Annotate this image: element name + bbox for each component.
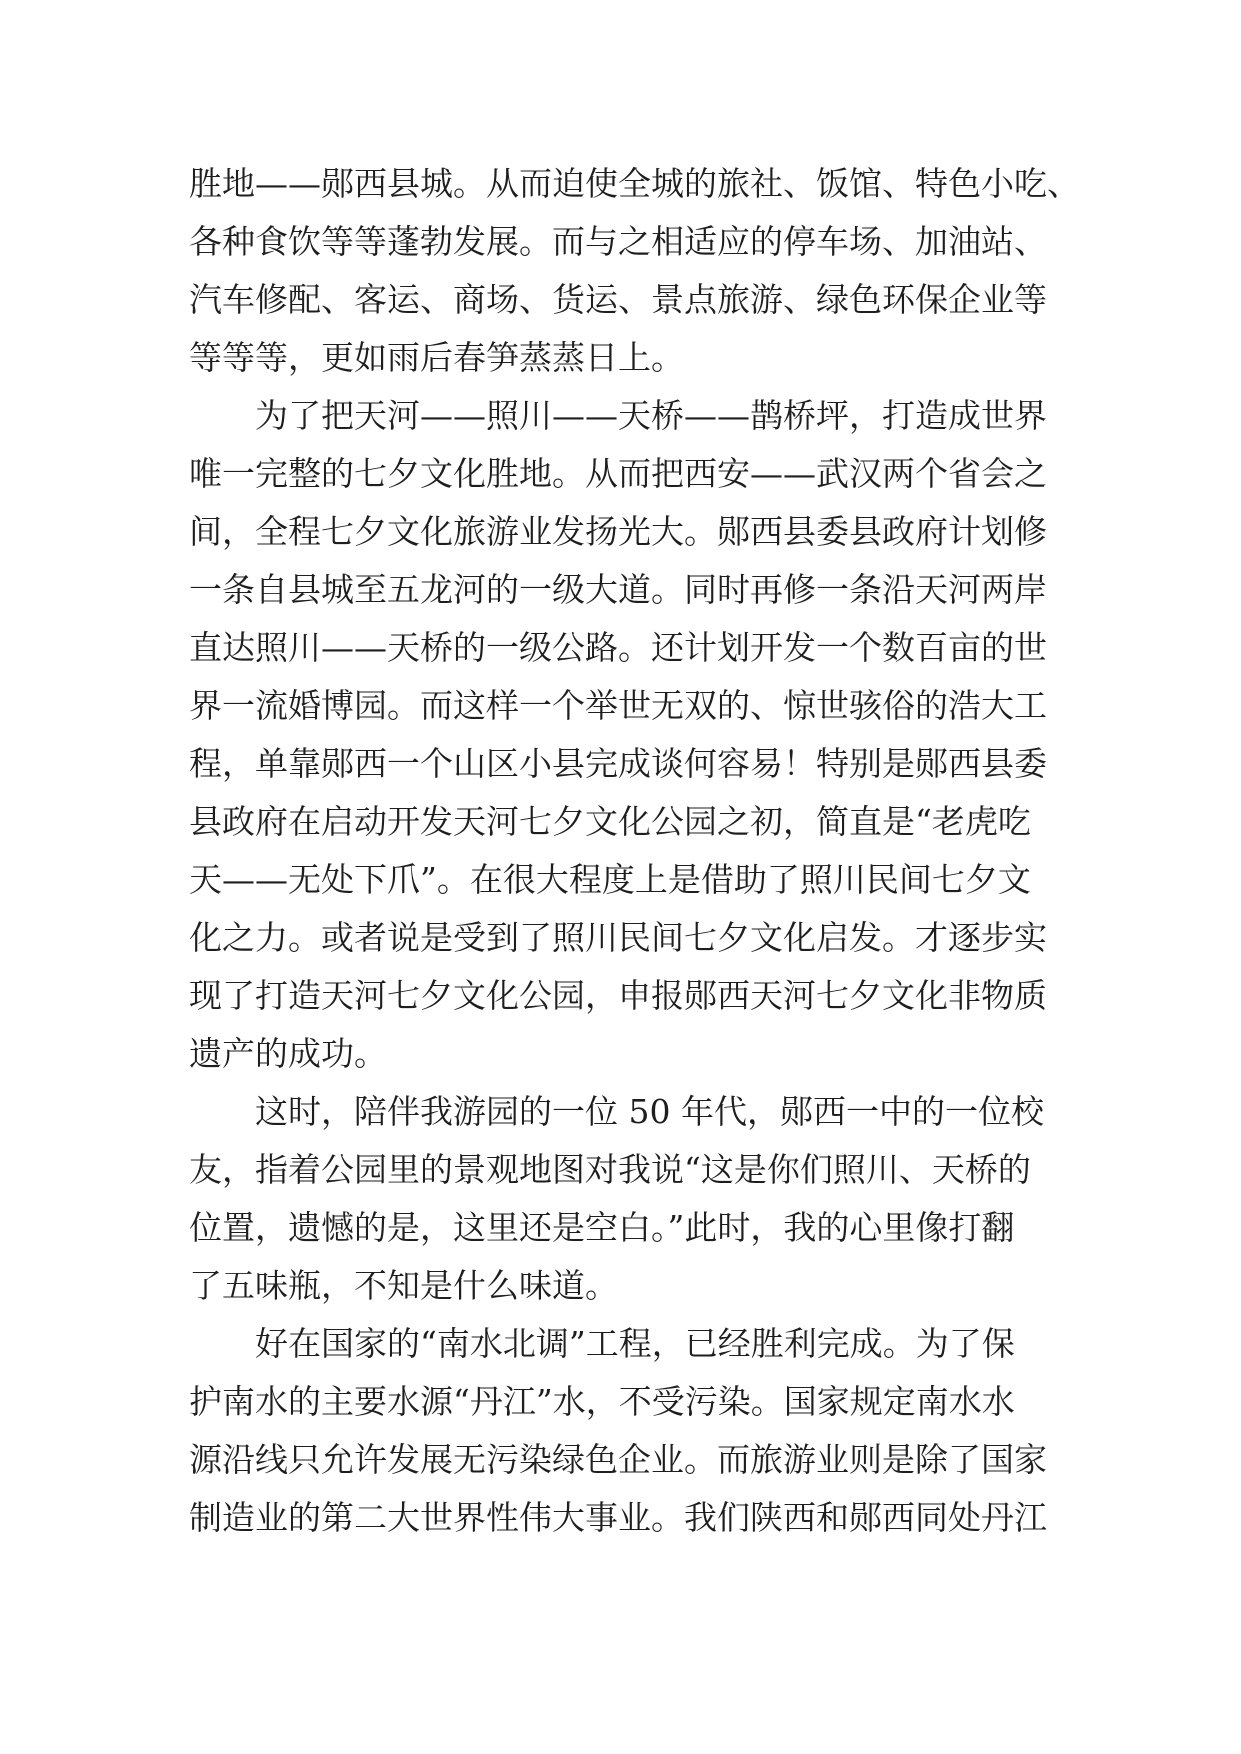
text-line: 了五味瓶，不知是什么味道。 [189,1266,618,1305]
text-line: 这时，陪伴我游园的一位 50 年代，郧西一中的一位校 [255,1092,1044,1131]
paragraph-3 [189,1083,1069,1315]
text-line: 县政府在启动开发天河七夕文化公园之初，简直是“老虎吃 [189,802,1031,841]
paragraph-1 [189,155,1080,387]
paragraph-4 [189,1315,1069,1547]
text-line: 为了把天河——照川——天桥——鹊桥坪，打造成世界 [255,396,1047,435]
text-line: 化之力。或者说是受到了照川民间七夕文化启发。才逐步实 [189,918,1047,957]
text-line: 汽车修配、客运、商场、货运、景点旅游、绿色环保企业等 [189,280,1047,319]
text-line: 等等等，更如雨后春笋蒸蒸日上。 [189,338,684,377]
text-line: 界一流婚博园。而这样一个举世无双的、惊世骇俗的浩大工 [189,686,1047,725]
text-line: 直达照川——天桥的一级公路。还计划开发一个数百亩的世 [189,628,1047,667]
text-line: 间，全程七夕文化旅游业发扬光大。郧西县委县政府计划修 [189,512,1047,551]
text-line: 一条自县城至五龙河的一级大道。同时再修一条沿天河两岸 [189,570,1047,609]
text-line: 胜地——郧西县城。从而迫使全城的旅社、饭馆、特色小吃、 [189,164,1080,203]
text-line: 唯一完整的七夕文化胜地。从而把西安——武汉两个省会之 [189,454,1047,493]
text-line: 制造业的第二大世界性伟大事业。我们陕西和郧西同处丹江 [189,1498,1047,1537]
text-line: 程，单靠郧西一个山区小县完成谈何容易！特别是郧西县委 [189,744,1047,783]
text-line: 友，指着公园里的景观地图对我说“这是你们照川、天桥的 [189,1150,1031,1189]
text-line: 遗产的成功。 [189,1034,387,1073]
text-line: 护南水的主要水源“丹江”水，不受污染。国家规定南水水 [189,1382,1015,1421]
document-body [189,155,1080,1547]
text-line: 各种食饮等等蓬勃发展。而与之相适应的停车场、加油站、 [189,222,1047,261]
text-line: 好在国家的“南水北调”工程，已经胜利完成。为了保 [255,1324,1015,1363]
text-line: 源沿线只允许发展无污染绿色企业。而旅游业则是除了国家 [189,1440,1047,1479]
text-line: 天——无处下爪”。在很大程度上是借助了照川民间七夕文 [189,860,1031,899]
text-line: 位置，遗憾的是，这里还是空白。”此时，我的心里像打翻 [189,1208,1015,1247]
text-line: 现了打造天河七夕文化公园，申报郧西天河七夕文化非物质 [189,976,1047,1015]
paragraph-2 [189,387,1069,1083]
